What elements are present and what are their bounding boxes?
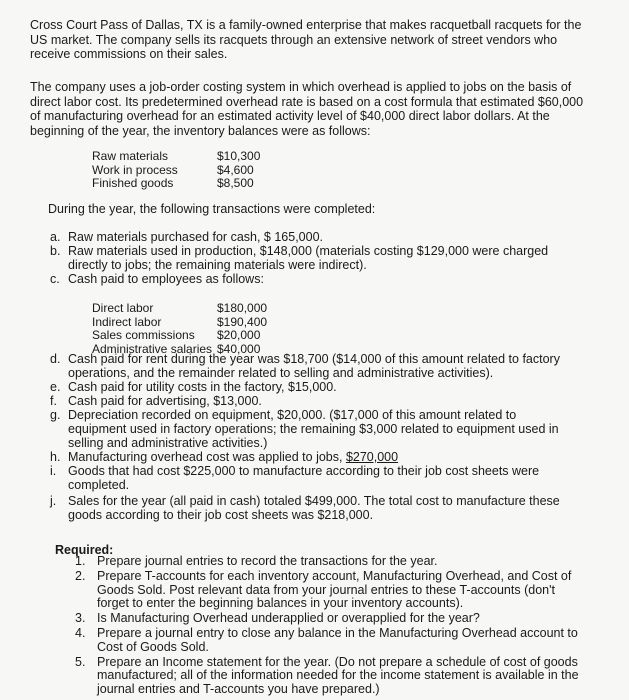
list-item: g. Depreciation recorded on equipment, $20,000. ($17,000 of this amount related to equipment used in factory operations; the remaining $3,000 related to equipment used in selling and administrative activities.): [50, 408, 559, 450]
payment-row: Indirect labor $190,400: [92, 314, 268, 329]
employee-payments: [92, 302, 267, 356]
transactions-list-a-c: [50, 230, 570, 286]
transactions-list-d-j: [50, 352, 570, 522]
list-item: d. Cash paid for rent during the year was $18,700 ($14,000 of this amount related to factory operations, and the remainder related to selling and administrative activities).: [50, 352, 560, 380]
inventory-balances: [92, 150, 260, 191]
list-item: h. Manufacturing overhead cost was applied to jobs, $270,000: [50, 450, 399, 464]
payment-row: Administrative salaries $40,000: [92, 341, 261, 356]
inventory-row: Work in process $4,600: [92, 162, 254, 177]
list-item: 2. Prepare T-accounts for each inventory account, Manufacturing Overhead, and Cost of Goods Sold. Post relevant data from your journal entries to these T-accounts (don't forget to enter the beginning balances in your inventory accounts).: [75, 568, 572, 611]
required-list: [75, 555, 585, 698]
payment-row: Direct labor $180,000: [92, 301, 268, 315]
list-item: i. Goods that had cost $225,000 to manufacture according to their job cost sheets were completed.: [50, 464, 540, 492]
inventory-row: Finished goods $8,500: [92, 176, 254, 190]
list-item: b. Raw materials used in production, $148,000 (materials costing $129,000 were charged directly to jobs; the remaining materials were indirect).: [50, 244, 549, 272]
list-item: 5. Prepare an Income statement for the year. (Do not prepare a schedule of cost of goods manufactured; all of the information needed for the income statement is available in the journal entries and T-accounts you have prepared.): [75, 654, 579, 697]
required-heading: Required:: [55, 543, 114, 557]
transactions-intro: During the year, the following transactions were completed:: [48, 202, 376, 216]
costing-paragraph: The company uses a job-order costing system in which overhead is applied to jobs on the basis of direct labor cost. Its predetermined overhead rate is based on a cost formula that estimated $60,000 of manufacturing overhead for an estimated activity level of $40,000 direct labor dollars. At the beginning of the year, the inventory balances were as follows:: [30, 80, 584, 138]
applied-overhead-amount: $270,000: [345, 450, 399, 464]
list-item: c. Cash paid to employees as follows:: [50, 272, 264, 286]
list-item: f. Cash paid for advertising, $13,000.: [50, 394, 262, 408]
intro-paragraph: Cross Court Pass of Dallas, TX is a family-owned enterprise that makes racquetball racquets for the US market. The company sells its racquets through an extensive network of street vendors who receive commissions on their sales.: [30, 18, 582, 61]
inventory-row: Raw materials $10,300: [92, 149, 261, 163]
list-item: 3. Is Manufacturing Overhead underapplied or overapplied for the year?: [75, 611, 480, 626]
list-item: a. Raw materials purchased for cash, $ 165,000.: [50, 230, 323, 244]
list-item: 4. Prepare a journal entry to close any balance in the Manufacturing Overhead account to Cost of Goods Sold.: [75, 625, 578, 654]
list-item: 1. Prepare journal entries to record the transactions for the year.: [75, 554, 438, 568]
list-item: j. Sales for the year (all paid in cash) totaled $499,000. The total cost to manufacture these goods according to their job cost sheets was $218,000.: [50, 494, 560, 522]
list-item: e. Cash paid for utility costs in the factory, $15,000.: [50, 380, 337, 394]
payment-row: Sales commissions $20,000: [92, 328, 261, 342]
